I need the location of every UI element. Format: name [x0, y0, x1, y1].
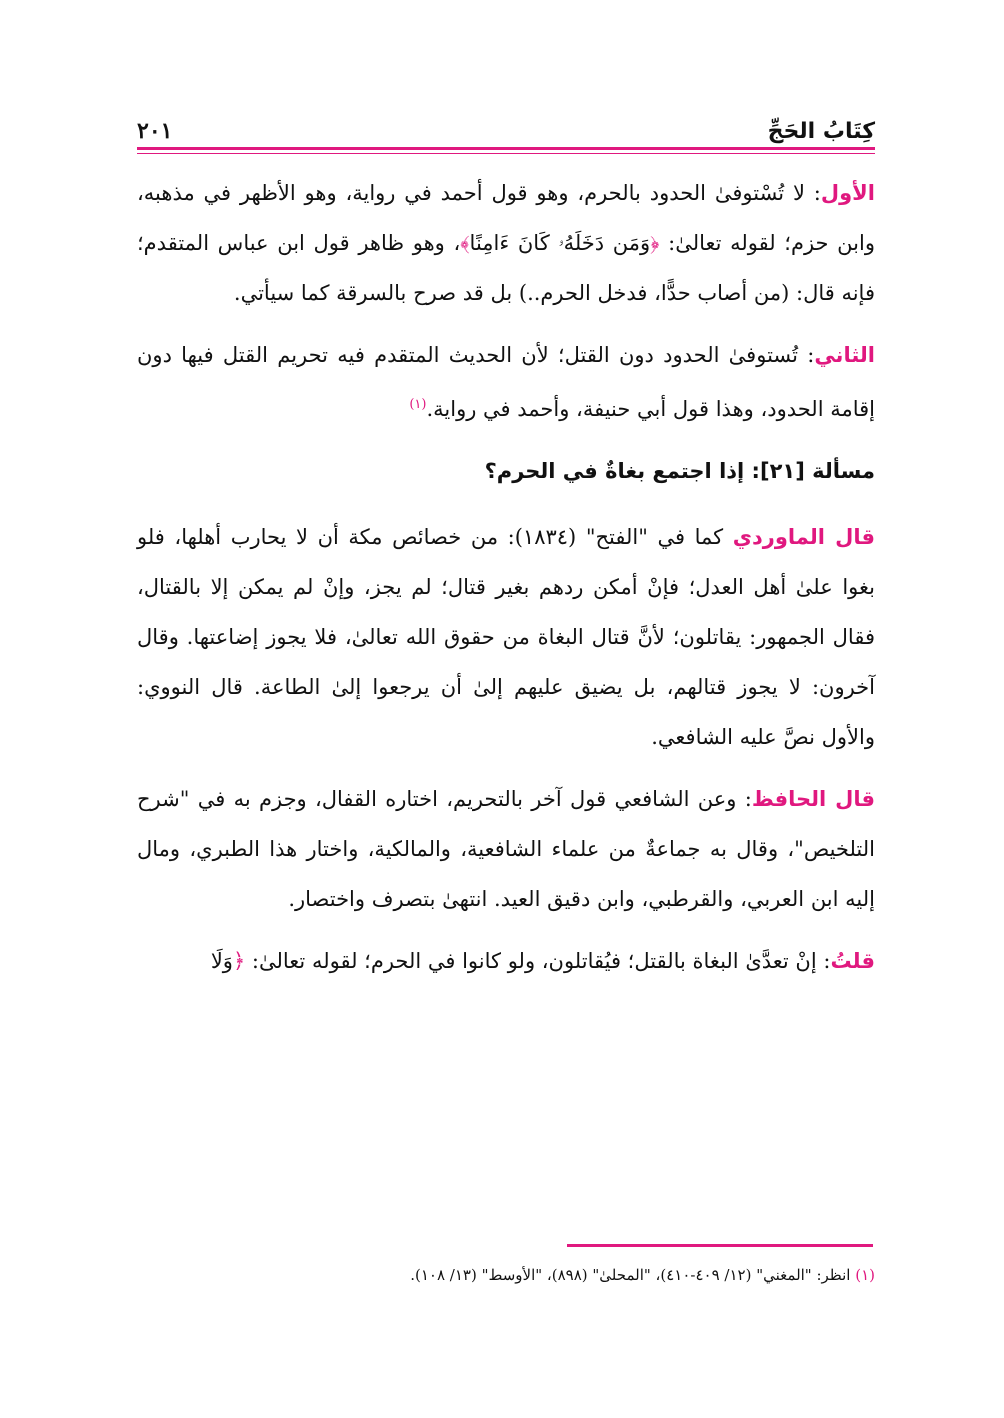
paragraph-text: : إنْ تعدَّىٰ البغاة بالقتل؛ فيُقاتلون، ولو كانوا في الحرم؛ لقوله تعالىٰ:: [245, 949, 831, 973]
quran-bracket-open: ﴿: [232, 949, 246, 973]
keyword-mawardi: قال الماوردي: [732, 525, 876, 549]
header-rule-thin: [137, 153, 875, 154]
main-text: [137, 168, 875, 998]
paragraph-second-opinion: [137, 330, 875, 434]
paragraph-text: ، وهو ظاهر قول ابن عباس المتقدم؛ فإنه قال: (من أصاب حدًّا، فدخل الحرم..) بل قد صرح بالسرقة كما سيأتي.: [137, 231, 875, 305]
paragraph-text: : لا تُسْتوفىٰ الحدود بالحرم، وهو قول أحمد في رواية، وهو الأظهر في مذهبه، وابن حزم؛ لقوله تعالىٰ:: [137, 181, 875, 255]
keyword-first: الأول: [820, 181, 875, 205]
keyword-second: الثاني: [814, 343, 875, 367]
page-number: ٢٠١: [137, 118, 173, 144]
page-header: [137, 108, 875, 144]
paragraph-first-opinion: [137, 168, 875, 318]
paragraph-text: : وعن الشافعي قول آخر بالتحريم، اختاره القفال، وجزم به في "شرح التلخيص"، وقال به جماعةٌ من علماء الشافعية، والمالكية، واختار هذا الطبري، ومال إليه ابن العربي، والقرطبي، وابن دقيق العيد. انتهىٰ بتصرف واختصار.: [137, 787, 875, 911]
footnote-text: انظر: "المغني" (١٢/ ٤٠٩-٤١٠)، "المحلىٰ" (٨٩٨)، "الأوسط" (١٣/ ١٠٨).: [410, 1266, 856, 1284]
book-title: كِتَابُ الحَجِّ: [767, 119, 875, 144]
quran-bracket-open: ﴿: [650, 231, 660, 255]
quran-verse: وَمَن دَخَلَهُۥ كَانَ ءَامِنًا: [469, 231, 651, 255]
header-rule-thick: [137, 147, 875, 150]
footnote-number: (١): [855, 1266, 875, 1284]
quran-verse: وَلَا: [210, 949, 233, 973]
footnote-divider: [567, 1244, 873, 1247]
paragraph-hafidh: [137, 774, 875, 924]
quran-bracket-close: ﴾: [460, 231, 470, 255]
footnote-marker[interactable]: (١): [409, 397, 427, 412]
paragraph-text: : تُستوفىٰ الحدود دون القتل؛ لأن الحديث المتقدم فيه تحريم القتل فيها دون إقامة الحدود، وهذا قول أبي حنيفة، وأحمد في رواية.: [137, 343, 875, 421]
paragraph-qultu: [137, 936, 875, 986]
keyword-qultu: قلتُ: [830, 949, 875, 973]
paragraph-text: كما في "الفتح" (١٨٣٤): من خصائص مكة أن لا يحارب أهلها، فلو بغوا علىٰ أهل العدل؛ فإنْ أمكن ردهم بغير قتال؛ لم يجز، وإنْ لم يمكن إلا بالقتال، فقال الجمهور: يقاتلون؛ لأنَّ قتال البغاة من حقوق الله تعالىٰ، فلا يجوز إضاعتها. وقال آخرون: لا يجوز قتالهم، بل يضيق عليهم إلىٰ أن يرجعوا إلىٰ الطاعة. قال النووي: والأول نصَّ عليه الشافعي.: [137, 525, 875, 749]
keyword-hafidh: قال الحافظ: [751, 787, 875, 811]
paragraph-mawardi: [137, 512, 875, 762]
section-heading: مسألة [٢١]: إذا اجتمع بغاةٌ في الحرم؟: [484, 459, 875, 483]
footnote: [137, 1260, 875, 1290]
